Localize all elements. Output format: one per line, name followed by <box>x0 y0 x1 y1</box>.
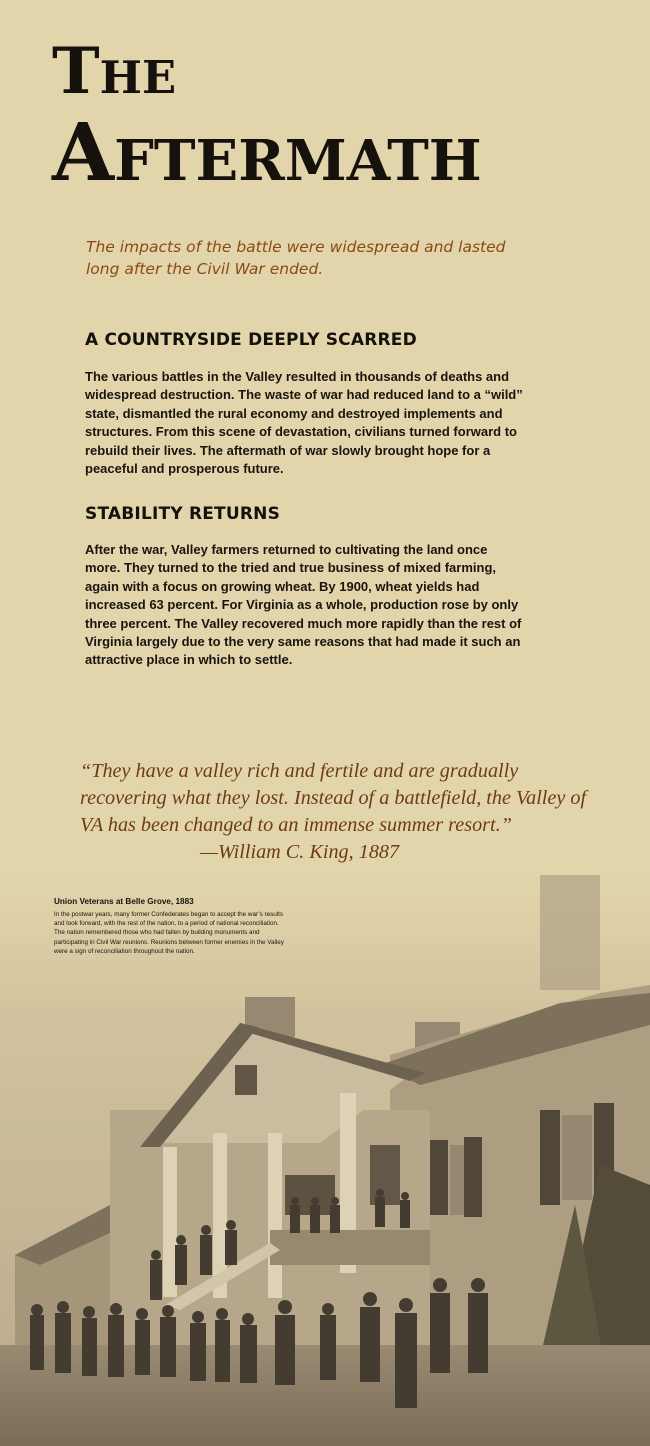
section-body-stability: After the war, Valley farmers returned to cultivating the land once more. They turned to the tried and true business of mixed farming, again with a focus on growing wheat. By 1900, wheat yields had increased 63 percent. For Virginia as a whole, production rose by only three percent. The Valley recovered much more rapidly than the rest of Virginia largely due to the very same reasons that had made it such an attractive place in which to settle. <box>85 542 522 668</box>
historic-photo-belle-grove <box>0 875 650 1446</box>
section-heading-countryside: A COUNTRYSIDE DEEPLY SCARRED <box>85 330 417 350</box>
photo-caption-text: In the postwar years, many former Confederates began to accept the war’s results and look forward, with the rest of the nation, to a period of national reconciliation. The nation remembered those who had fallen by building monuments and participating in Civil War reunions. Reunions between former enemies in the Valley were a sign of reconciliation throughout the nation. <box>54 911 284 955</box>
photo-caption-title: Union Veterans at Belle Grove, 1883 <box>54 897 194 906</box>
pull-quote <box>80 758 600 866</box>
section-body-countryside: The various battles in the Valley resulted in thousands of deaths and widespread destruction. The waste of war had reduced land to a “wild” state, dismantled the rural economy and destroyed implements and structures. From this scene of devastation, civilians turned forward to rebuild their lives. The aftermath of war slowly brought hope for a peaceful and prosperous future. <box>85 369 523 477</box>
page-title <box>52 34 482 199</box>
quote-text: “They have a valley rich and fertile and are gradually recovering what they lost. Instead of a battlefield, the Valley of VA has been changed to an immense summer resort.” <box>80 760 587 836</box>
quote-attribution: —William C. King, 1887 <box>200 841 400 863</box>
photo-caption <box>54 897 290 956</box>
section-heading-stability: STABILITY RETURNS <box>85 504 281 524</box>
subtitle: The impacts of the battle were widespread and lasted long after the Civil War ended. <box>86 238 506 278</box>
title-line-1: THE <box>52 34 177 109</box>
title-line-2: AFTERMATH <box>52 105 482 199</box>
